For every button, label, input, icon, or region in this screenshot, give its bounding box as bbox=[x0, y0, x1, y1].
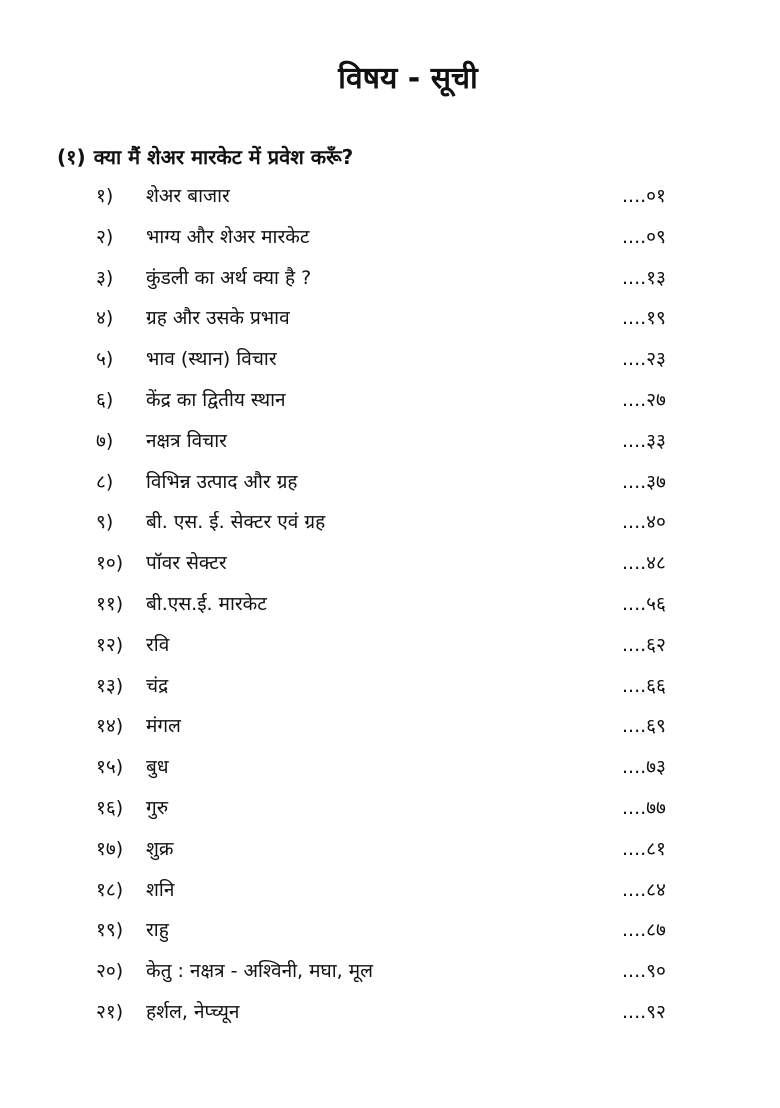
entry-title: केंद्र का द्वितीय स्थान bbox=[146, 388, 286, 411]
toc-entry bbox=[0, 752, 780, 793]
entry-page: ....९० bbox=[622, 960, 666, 983]
entry-page: ....७७ bbox=[622, 796, 666, 819]
section-heading bbox=[57, 143, 353, 170]
entry-page: ....४८ bbox=[622, 552, 666, 575]
entry-page: ....०१ bbox=[622, 185, 666, 207]
toc-entry bbox=[0, 915, 780, 956]
entry-page: ....२३ bbox=[622, 348, 666, 371]
section-number: (१) bbox=[57, 145, 86, 169]
entry-number: १९) bbox=[96, 919, 124, 942]
entry-title: शेअर बाजार bbox=[146, 185, 230, 207]
section-title: क्या मैं शेअर मारकेट में प्रवेश करूँ? bbox=[93, 145, 354, 169]
entry-title: केतु : नक्षत्र - अश्विनी, मघा, मूल bbox=[146, 960, 373, 983]
page-title: विषय - सूची bbox=[338, 61, 478, 96]
entry-number: ७) bbox=[96, 429, 114, 452]
entry-page: ....१९ bbox=[622, 307, 666, 330]
entry-number: ३) bbox=[96, 266, 114, 289]
entry-page: ....१३ bbox=[622, 266, 666, 289]
toc-entry bbox=[0, 711, 780, 752]
entry-page: ....६२ bbox=[622, 633, 666, 656]
entry-number: १३) bbox=[96, 674, 124, 697]
entry-number: २०) bbox=[96, 960, 124, 983]
entry-number: २) bbox=[96, 225, 114, 248]
toc-entry bbox=[0, 507, 780, 548]
entry-title: भाव (स्थान) विचार bbox=[146, 348, 277, 371]
entry-number: १८) bbox=[96, 878, 124, 901]
entry-page: ....०९ bbox=[622, 225, 666, 248]
entry-title: ग्रह और उसके प्रभाव bbox=[146, 307, 290, 330]
entry-page: ....८७ bbox=[622, 919, 666, 942]
entry-page: ....७३ bbox=[622, 756, 666, 779]
entry-number: १७) bbox=[96, 837, 124, 860]
entry-page: ....३३ bbox=[622, 429, 666, 452]
toc-entry bbox=[0, 385, 780, 426]
entry-title: बुध bbox=[146, 756, 169, 779]
entry-title: शनि bbox=[146, 878, 175, 901]
toc-entry bbox=[0, 548, 780, 589]
entry-page: ....२७ bbox=[622, 388, 666, 411]
entry-title: कुंडली का अर्थ क्या है ? bbox=[146, 266, 312, 289]
toc-entry bbox=[0, 589, 780, 630]
toc-entry bbox=[0, 875, 780, 916]
entry-number: २१) bbox=[96, 1000, 124, 1023]
entry-page: ....९२ bbox=[622, 1000, 666, 1023]
toc-entry bbox=[0, 671, 780, 712]
entry-page: ....५६ bbox=[622, 592, 666, 615]
entry-number: ८) bbox=[96, 470, 114, 493]
entry-number: १०) bbox=[96, 552, 124, 575]
entry-number: १) bbox=[96, 185, 114, 207]
entry-title: राहु bbox=[146, 919, 169, 942]
entry-title: भाग्य और शेअर मारकेट bbox=[146, 225, 310, 248]
entry-title: रवि bbox=[146, 633, 170, 656]
entry-page: ....६६ bbox=[622, 674, 666, 697]
toc-entry bbox=[0, 344, 780, 385]
toc-list bbox=[0, 181, 780, 1038]
entry-page: ....८४ bbox=[622, 878, 666, 901]
entry-title: शुक्र bbox=[146, 837, 174, 860]
entry-title: चंद्र bbox=[146, 674, 169, 697]
entry-page: ....३७ bbox=[622, 470, 666, 493]
entry-title: पॉवर सेक्टर bbox=[146, 552, 227, 575]
toc-entry bbox=[0, 834, 780, 875]
entry-number: १५) bbox=[96, 756, 124, 779]
entry-title: बी. एस. ई. सेक्टर एवं ग्रह bbox=[146, 511, 326, 534]
toc-entry bbox=[0, 630, 780, 671]
entry-number: १४) bbox=[96, 715, 124, 738]
entry-number: ४) bbox=[96, 307, 114, 330]
toc-entry bbox=[0, 956, 780, 997]
entry-title: नक्षत्र विचार bbox=[146, 429, 227, 452]
entry-page: ....८१ bbox=[622, 837, 666, 860]
entry-title: गुरु bbox=[146, 796, 169, 819]
toc-entry bbox=[0, 303, 780, 344]
entry-page: ....४० bbox=[622, 511, 666, 534]
entry-number: ५) bbox=[96, 348, 114, 371]
entry-page: ....६९ bbox=[622, 715, 666, 738]
entry-number: १६) bbox=[96, 796, 124, 819]
entry-number: ६) bbox=[96, 388, 114, 411]
toc-entry bbox=[0, 181, 780, 222]
toc-entry bbox=[0, 426, 780, 467]
toc-entry bbox=[0, 997, 780, 1038]
toc-entry bbox=[0, 467, 780, 508]
entry-title: हर्शल, नेप्च्यून bbox=[146, 1000, 240, 1023]
toc-entry bbox=[0, 263, 780, 304]
entry-number: ९) bbox=[96, 511, 114, 534]
toc-entry bbox=[0, 793, 780, 834]
entry-number: ११) bbox=[96, 592, 124, 615]
entry-title: बी.एस.ई. मारकेट bbox=[146, 592, 267, 615]
entry-number: १२) bbox=[96, 633, 124, 656]
entry-title: विभिन्न उत्पाद और ग्रह bbox=[146, 470, 298, 493]
entry-title: मंगल bbox=[146, 715, 181, 738]
toc-entry bbox=[0, 222, 780, 263]
